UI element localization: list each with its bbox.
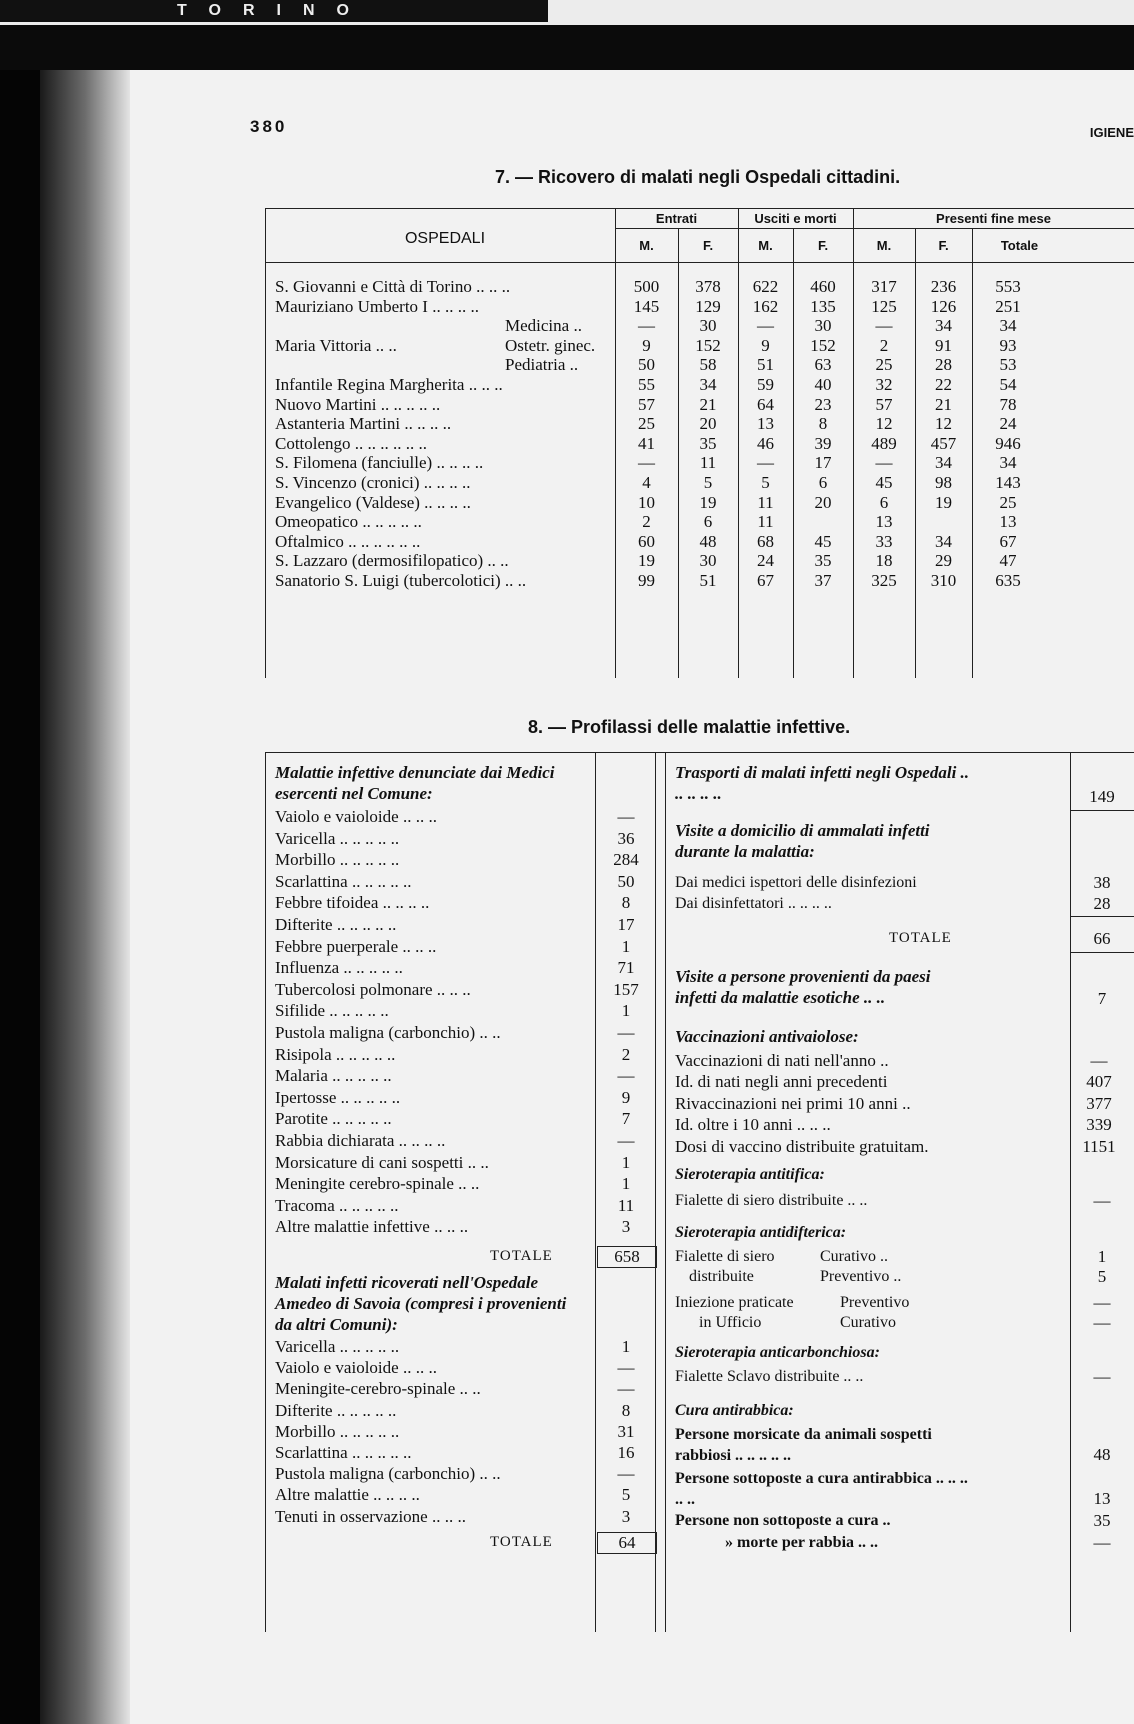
hospital-name: Mauriziano Umberto I .. .. .. .. <box>275 296 479 316</box>
table7-cell: 28 <box>935 355 952 375</box>
table7-cell: 378 <box>695 277 721 296</box>
list-item-value: 3 <box>621 1506 631 1526</box>
table7-cell: 67 <box>999 531 1017 551</box>
list-item-value: 31 <box>617 1421 635 1441</box>
disinf-value: 28 <box>1093 894 1111 913</box>
list-item-value: 36 <box>617 828 635 848</box>
table7-cell: 13 <box>999 512 1017 532</box>
table7-cell: — <box>875 316 893 336</box>
table7 <box>275 208 1134 688</box>
list-item-label: Rivaccinazioni nei primi 10 anni .. <box>675 1093 911 1113</box>
table7-cell: 135 <box>810 296 836 316</box>
list-item-value: — <box>617 1066 635 1086</box>
table7-cell: 635 <box>995 571 1021 590</box>
list-item-label: Febbre puerperale .. .. .. <box>275 936 437 956</box>
list-item-value: 407 <box>1086 1072 1112 1092</box>
table7-cell: 152 <box>695 335 721 355</box>
table7-cell: 37 <box>814 571 832 590</box>
list-item-value: 50 <box>617 871 635 891</box>
table7-cell: 41 <box>638 433 655 453</box>
iniez-value-2: — <box>1093 1313 1111 1332</box>
ward-name: Medicina .. <box>505 316 582 336</box>
medici-label: Dai medici ispettori delle disinfezioni <box>675 874 917 891</box>
totale-value: 66 <box>1093 929 1111 948</box>
list-item-label: Malaria .. .. .. .. .. <box>275 1066 392 1086</box>
table7-cell: 9 <box>761 335 770 355</box>
list-item-label: Morbillo .. .. .. .. .. <box>275 850 400 870</box>
fial-preventivo: Preventivo .. <box>820 1268 902 1285</box>
carb-value: — <box>1093 1367 1111 1386</box>
hospital-name: S. Giovanni e Città di Torino .. .. .. <box>275 277 511 296</box>
table7-cell: 946 <box>995 433 1021 453</box>
table7-cell: 45 <box>875 473 893 492</box>
list-item-value: — <box>617 1379 635 1399</box>
sub-f: F. <box>702 238 714 253</box>
siero-tet-label: Fialette di siero distribuite .. .. <box>675 1192 868 1209</box>
list-item-value: — <box>1090 1051 1108 1070</box>
table7-cell: 48 <box>699 531 717 551</box>
carb-heading: Sieroterapia anticarbonchiosa: <box>675 1344 880 1361</box>
table8-title: 8. — Profilassi delle malattie infettive. <box>528 717 851 737</box>
table7-cell: 54 <box>999 375 1017 394</box>
hospital-name: S. Lazzaro (dermosifilopatico) .. .. <box>275 551 509 571</box>
siero-tet-value: — <box>1093 1191 1111 1210</box>
rab4-label: » morte per rabbia .. .. <box>725 1534 879 1551</box>
table7-cell: 67 <box>757 571 774 590</box>
table7-cell: 460 <box>810 277 836 296</box>
scan-shadow-top <box>0 25 1134 70</box>
hospital-name: Maria Vittoria .. .. <box>275 335 397 355</box>
list-item-label: Tracoma .. .. .. .. .. <box>275 1195 399 1215</box>
table7-cell: 58 <box>699 355 717 375</box>
table7-cell: 64 <box>757 394 774 414</box>
table7-cell: — <box>757 316 774 336</box>
table7-cell: 47 <box>999 551 1017 571</box>
list-item-label: Scarlattina .. .. .. .. .. <box>275 871 412 891</box>
table7-cell: 145 <box>633 296 660 316</box>
table7-cell: 20 <box>814 492 832 512</box>
list-item-label: Varicella .. .. .. .. .. <box>275 828 400 848</box>
table7-cell: 91 <box>935 335 952 355</box>
table7-cell: — <box>757 453 774 473</box>
iniez-value-1: — <box>1093 1293 1111 1312</box>
table7-cell: 35 <box>814 551 832 571</box>
page-number: 380 <box>250 117 288 136</box>
table7-cell: 57 <box>638 394 655 414</box>
table7-cell: 46 <box>757 433 774 453</box>
ward-name: Pediatria .. <box>505 355 579 375</box>
table7-cell: 51 <box>757 355 774 375</box>
table7-cell: 34 <box>699 375 717 394</box>
rab2-label: Persone sottoposte a cura antirabbica .. .. .. .. .. <box>675 1470 968 1508</box>
hospital-name: Nuovo Martini .. .. .. .. .. <box>275 394 441 414</box>
table7-cell: 68 <box>757 531 774 551</box>
table7-cell: 98 <box>935 473 952 492</box>
list-item-label: Pustola maligna (carbonchio) .. .. <box>275 1023 501 1042</box>
table7-cell: 9 <box>642 335 651 355</box>
table7-cell: 125 <box>871 296 897 316</box>
disinf-label: Dai disinfettatori .. .. .. .. <box>675 895 832 912</box>
table7-cell: 489 <box>871 433 897 453</box>
table7-cell: 162 <box>752 296 779 316</box>
table7-cell: 25 <box>999 492 1017 512</box>
list-item-label: Morbillo .. .. .. .. .. <box>275 1421 400 1441</box>
list-item-value: 8 <box>621 1400 631 1420</box>
table7-cell: 34 <box>935 453 952 473</box>
list-item-value: — <box>617 1131 635 1150</box>
list-item-label: Id. oltre i 10 anni .. .. .. <box>675 1115 831 1135</box>
table7-cell: 10 <box>638 492 655 512</box>
list-item-value: — <box>617 1464 635 1484</box>
list-item-value: 7 <box>621 1109 631 1129</box>
list-item-value: 1 <box>621 1001 631 1021</box>
group-usciti: Usciti e morti <box>754 211 837 226</box>
list-item-value: 16 <box>617 1443 635 1462</box>
table7-cell: — <box>638 453 655 473</box>
list-item-label: Altre malattie .. .. .. .. <box>275 1485 420 1505</box>
table7-cell: 30 <box>814 316 832 336</box>
left-heading1: Malattie infettive denunciate dai Medici esercenti nel Comune: <box>275 763 555 803</box>
city-banner: TORINO <box>0 0 548 22</box>
list-item-label: Vaccinazioni di nati nell'anno .. <box>675 1051 889 1070</box>
table8 <box>275 752 1134 1672</box>
siero-dif-heading: Sieroterapia antidifterica: <box>675 1224 847 1241</box>
table7-cell: 40 <box>814 375 832 394</box>
table7-cell: 236 <box>930 277 957 296</box>
list-item-value: 11 <box>617 1195 635 1215</box>
table7-cell: 8 <box>818 414 828 434</box>
table7-cell: 24 <box>999 414 1017 434</box>
list-item-label: Tenuti in osservazione .. .. .. <box>275 1506 466 1526</box>
table7-cell: 5 <box>761 473 770 492</box>
table7-cell: 2 <box>879 335 889 355</box>
list-item-value: 9 <box>621 1087 631 1107</box>
rab2-value: 13 <box>1093 1489 1111 1508</box>
table7-cell: 34 <box>935 316 952 336</box>
table7-cell: 500 <box>633 277 660 296</box>
table7-cell: 317 <box>871 277 897 296</box>
left-heading2: Malati infetti ricoverati nell'Ospedale Amedeo di Savoia (compresi i provenienti da altri Comuni): <box>275 1273 567 1334</box>
fial-value-2: 5 <box>1097 1267 1107 1286</box>
table7-cell: 13 <box>875 512 893 532</box>
rab1-value: 48 <box>1093 1445 1111 1464</box>
table7-cell: 32 <box>875 375 893 394</box>
rab3-value: 35 <box>1093 1511 1111 1530</box>
group-entrati: Entrati <box>655 211 698 226</box>
section-label: IGIENE <box>1089 125 1134 140</box>
hospital-name: S. Vincenzo (cronici) .. .. .. .. <box>275 473 471 492</box>
sub-f: F. <box>938 238 949 253</box>
table7-cell: — <box>875 453 893 473</box>
table7-cell: 2 <box>642 512 651 532</box>
table7-cell: 99 <box>638 571 655 590</box>
group-presenti: Presenti fine mese <box>936 211 1051 226</box>
table7-cell: 11 <box>757 492 774 512</box>
list-item-value: 1 <box>621 1152 631 1172</box>
sub-m: M. <box>758 238 773 253</box>
list-item-label: Scarlattina .. .. .. .. .. <box>275 1443 412 1462</box>
sub-f: F. <box>817 238 829 253</box>
table7-cell: 34 <box>999 453 1017 473</box>
totale-label: TOTALE <box>490 1534 553 1550</box>
table7-cell: 310 <box>930 571 957 590</box>
table7-cell: 60 <box>638 531 655 551</box>
hospital-name: Evangelico (Valdese) .. .. .. .. <box>275 492 471 512</box>
list-item-label: Sifilide .. .. .. .. .. <box>275 1001 389 1021</box>
fial-value-1: 1 <box>1097 1247 1107 1266</box>
table7-cell: 21 <box>699 394 717 414</box>
list-item-value: 339 <box>1086 1115 1112 1135</box>
table7-cell: 18 <box>875 551 893 571</box>
fial-label-a: Fialette di siero <box>675 1248 775 1265</box>
list-item-label: Altre malattie infettive .. .. .. <box>275 1217 469 1237</box>
visite-esot-value: 7 <box>1097 989 1107 1008</box>
book-spine <box>0 70 40 1724</box>
hospital-name: Cottolengo .. .. .. .. .. .. <box>275 433 428 453</box>
table7-cell: 4 <box>642 473 651 492</box>
table7-cell: 33 <box>875 531 893 551</box>
table7-cell: 5 <box>703 473 713 492</box>
list-item-value: 8 <box>621 893 631 913</box>
table7-cell: 251 <box>995 296 1021 316</box>
table7-cell: 622 <box>752 277 779 296</box>
sub-m: M. <box>876 238 892 253</box>
list-item-label: Pustola maligna (carbonchio) .. .. <box>275 1464 501 1484</box>
list-item-value: 71 <box>617 958 635 978</box>
visite-dom-label: Visite a domicilio di ammalati infetti durante la malattia: <box>675 821 930 861</box>
col-ospedali: OSPEDALI <box>404 230 486 247</box>
list-item-value: 1 <box>621 1337 631 1356</box>
table7-cell: 325 <box>871 571 897 590</box>
trasporti-label: Trasporti di malati infetti negli Ospedali .. .. .. .. .. <box>675 763 970 803</box>
hospital-name: Omeopatico .. .. .. .. .. <box>275 512 422 532</box>
list-item-label: Influenza .. .. .. .. .. <box>275 958 403 978</box>
list-item-label: Difterite .. .. .. .. .. <box>275 915 397 934</box>
table7-cell: 6 <box>879 492 889 512</box>
table7-cell: 25 <box>875 355 893 375</box>
table7-cell: 126 <box>930 296 957 316</box>
list-item-label: Rabbia dichiarata .. .. .. .. <box>275 1131 446 1150</box>
visite-esot-label: Visite a persone provenienti da paesi infetti da malattie esotiche .. .. <box>675 967 931 1007</box>
list-item-value: 3 <box>621 1217 631 1237</box>
list-item-label: Parotite .. .. .. .. .. <box>275 1109 392 1129</box>
table7-cell: 11 <box>757 512 774 532</box>
table7-cell: 6 <box>703 512 713 532</box>
list-item-value: 5 <box>621 1485 631 1505</box>
table7-cell: 25 <box>638 414 655 434</box>
table7-cell: 13 <box>757 414 774 434</box>
list-item-value: — <box>617 1358 635 1378</box>
rab3-label: Persone non sottoposte a cura .. <box>675 1512 891 1529</box>
table7-title: 7. — Ricovero di malati negli Ospedali cittadini. <box>495 167 901 187</box>
list-item-value: — <box>617 1023 635 1042</box>
table7-cell: 53 <box>999 355 1017 375</box>
table7-cell: 39 <box>814 433 832 453</box>
medici-value: 38 <box>1093 873 1111 892</box>
list-item-label: Vaiolo e vaioloide .. .. .. <box>275 807 437 826</box>
hospital-name: Astanteria Martini .. .. .. .. <box>275 414 452 434</box>
table7-cell: 29 <box>935 551 952 571</box>
siero-tet-heading: Sieroterapia antitifica: <box>675 1166 825 1183</box>
table7-cell: 51 <box>699 571 717 590</box>
fial-label-b: distribuite <box>689 1268 754 1285</box>
totale-value: 64 <box>597 1532 657 1554</box>
table7-cell: 93 <box>999 335 1017 355</box>
iniez-preventivo: Preventivo <box>840 1294 910 1311</box>
table7-cell: 45 <box>814 531 832 551</box>
table7-cell: 19 <box>699 492 717 512</box>
fial-curativo: Curativo .. <box>820 1248 888 1265</box>
table7-cell: 20 <box>699 414 717 434</box>
list-item-value: 1 <box>621 1174 631 1194</box>
list-item-value: 1 <box>621 936 631 956</box>
rab4-value: — <box>1093 1533 1111 1552</box>
table7-cell: 22 <box>935 375 952 394</box>
list-item-label: Ipertosse .. .. .. .. .. <box>275 1087 401 1107</box>
table7-cell: — <box>638 316 655 336</box>
totale-label: TOTALE <box>889 930 952 946</box>
hospital-name: Sanatorio S. Luigi (tubercolotici) .. .. <box>275 571 527 590</box>
table7-cell: 34 <box>999 316 1017 336</box>
list-item-label: Varicella .. .. .. .. .. <box>275 1337 400 1356</box>
totale-label: TOTALE <box>490 1248 553 1264</box>
vacc-heading: Vaccinazioni antivaiolose: <box>675 1027 859 1046</box>
list-item-value: — <box>617 807 635 826</box>
table7-cell: 63 <box>814 355 832 375</box>
iniez-curativo: Curativo <box>840 1314 896 1331</box>
ward-name: Ostetr. ginec. <box>505 335 596 355</box>
list-item-value: 157 <box>613 979 639 999</box>
sub-m: M. <box>639 238 654 253</box>
table7-cell: 12 <box>875 414 893 434</box>
table7-cell: 19 <box>638 551 655 571</box>
table7-cell: 59 <box>757 375 774 394</box>
table7-cell: 152 <box>810 335 836 355</box>
table7-cell: 143 <box>995 473 1021 492</box>
list-item-value: 377 <box>1086 1093 1112 1113</box>
carb-label: Fialette Sclavo distribuite .. .. <box>675 1368 864 1385</box>
list-item-label: Vaiolo e vaioloide .. .. .. <box>275 1358 437 1378</box>
table7-cell: 50 <box>638 355 655 375</box>
table7-cell: 23 <box>814 394 832 414</box>
table7-cell: 12 <box>935 414 952 434</box>
table7-cell: 457 <box>930 433 957 453</box>
list-item-label: Risipola .. .. .. .. .. <box>275 1044 396 1064</box>
list-item-value: 284 <box>613 850 639 870</box>
table7-cell: 6 <box>818 473 828 492</box>
list-item-value: 2 <box>621 1044 631 1064</box>
iniez-label-b: in Ufficio <box>699 1314 762 1331</box>
list-item-label: Difterite .. .. .. .. .. <box>275 1400 397 1420</box>
table7-cell: 35 <box>699 433 717 453</box>
list-item-value: 17 <box>617 915 635 934</box>
list-item-label: Meningite cerebro-spinale .. .. <box>275 1174 480 1194</box>
table7-cell: 24 <box>757 551 774 571</box>
table7-cell: 30 <box>699 316 717 336</box>
table7-cell: 17 <box>814 453 832 473</box>
rab1-label: Persone morsicate da animali sospetti rabbiosi .. .. .. .. .. <box>675 1426 932 1464</box>
list-item-label: Morsicature di cani sospetti .. .. <box>275 1152 489 1172</box>
iniez-label-a: Iniezione praticate <box>675 1294 794 1311</box>
sub-totale: Totale <box>1000 238 1039 253</box>
list-item-label: Tubercolosi polmonare .. .. .. <box>275 979 471 999</box>
list-item-label: Febbre tifoidea .. .. .. .. <box>275 893 430 913</box>
hospital-name: S. Filomena (fanciulle) .. .. .. .. <box>275 453 484 473</box>
table7-cell: 78 <box>999 394 1017 414</box>
table7-cell: 30 <box>699 551 717 571</box>
table7-cell: 553 <box>995 277 1021 296</box>
table7-cell: 21 <box>935 394 952 414</box>
table7-cell: 57 <box>875 394 893 414</box>
list-item-label: Id. di nati negli anni precedenti <box>675 1072 888 1092</box>
table7-cell: 129 <box>695 296 721 316</box>
hospital-name: Infantile Regina Margherita .. .. .. <box>275 375 503 394</box>
table7-cell: 11 <box>699 453 717 473</box>
hospital-name: Oftalmico .. .. .. .. .. .. <box>275 531 421 551</box>
list-item-value: 1151 <box>1082 1136 1116 1156</box>
table7-cell: 55 <box>638 375 655 394</box>
trasporti-value: 149 <box>1089 787 1115 806</box>
table7-cell: 34 <box>935 531 952 551</box>
list-item-label: Dosi di vaccino distribuite gratuitam. <box>675 1136 929 1156</box>
list-item-label: Meningite-cerebro-spinale .. .. <box>275 1379 481 1399</box>
totale-value: 658 <box>597 1246 657 1268</box>
rab-heading: Cura antirabbica: <box>675 1402 794 1419</box>
table7-cell: 19 <box>935 492 952 512</box>
